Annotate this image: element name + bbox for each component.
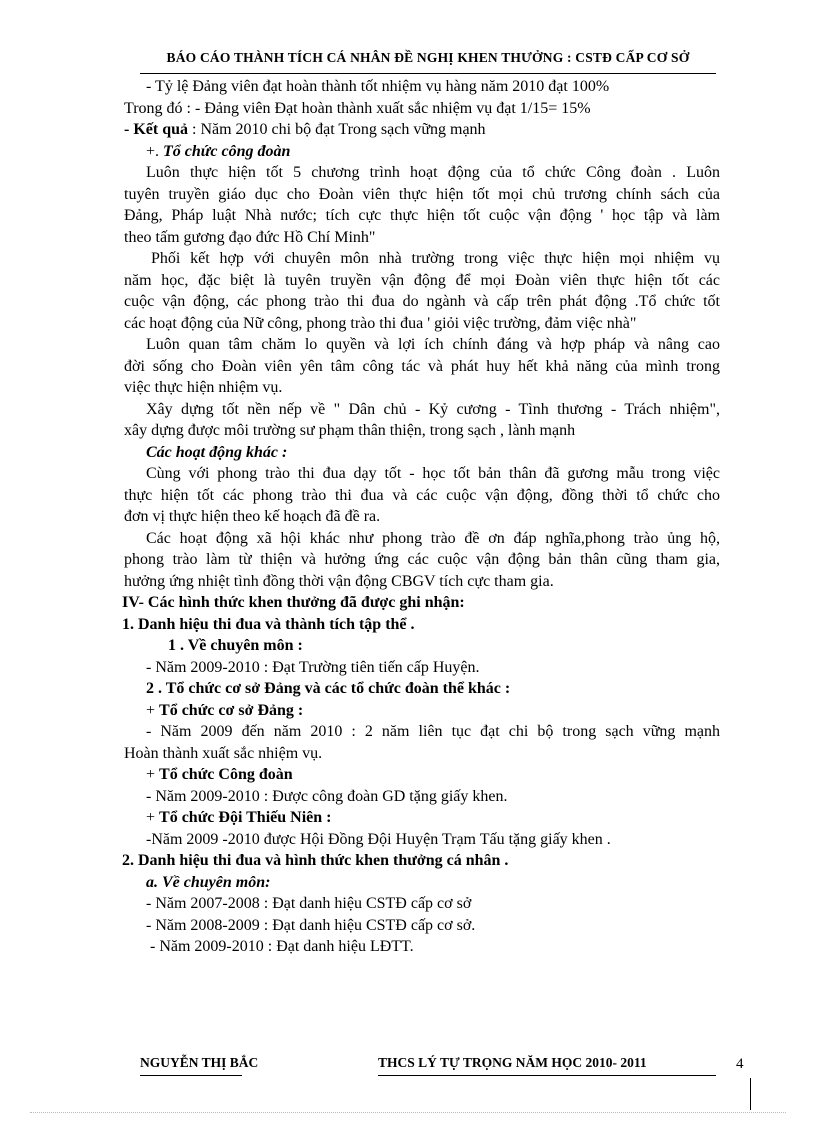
para1-line4: theo tấm gương đạo đức Hồ Chí Minh" (124, 228, 376, 246)
union-org-item: - Năm 2009-2010 : Được công đoàn GD tặng giấy khen. (146, 787, 508, 805)
section-1-2-heading: 2 . Tổ chức cơ sở Đảng và các tổ chức đoàn thể khác : (146, 680, 511, 697)
section-1-heading: 1. Danh hiệu thi đua và thành tích tập thể . (122, 615, 415, 633)
party-org-item-line2: Hoàn thành xuất sắc nhiệm vụ. (124, 744, 323, 762)
para1-line3: Đảng, Pháp luật Nhà nước; tích cực thực hiện tốt cuộc vận động ' học tập và làm (124, 207, 720, 224)
para3-line2: đời sống cho Đoàn viên yên tâm công tác và phát huy hết khả năng của mình trong (124, 357, 720, 375)
para1-line1: Luôn thực hiện tốt 5 chương trình hoạt động của tổ chức Công đoàn . Luôn (146, 164, 720, 181)
party-rate-line: - Tỷ lệ Đảng viên đạt hoàn thành tốt nhiệm vụ hàng năm 2010 đạt 100% (146, 78, 610, 95)
youth-org-heading (124, 807, 720, 829)
section-2a-item2: - Năm 2008-2009 : Đạt danh hiệu CSTĐ cấp cơ sở. (146, 916, 476, 934)
para2-line1: Phối kết hợp với chuyên môn nhà trường trong việc thực hiện mọi nhiệm vụ (151, 250, 720, 267)
union-heading-prefix: +. (146, 142, 164, 160)
youth-org-prefix: + (146, 809, 160, 826)
para5-line1: Cùng với phong trào thi đua dạy tốt - học tốt bản thân đã gương mẫu trong việc (146, 465, 720, 482)
footer-rule-left (140, 1075, 242, 1076)
para2-line4: các hoạt động của Nữ công, phong trào thi đua ' giỏi việc trường, đảm việc nhà" (124, 314, 637, 332)
para3-line1: Luôn quan tâm chăm lo quyền và lợi ích chính đáng và hợp pháp và nâng cao (146, 336, 720, 353)
result-label: - Kết quả (124, 121, 188, 138)
para4-line2: xây dựng được môi trường sư phạm thân thiện, trong sạch , lành mạnh (124, 422, 576, 439)
para2-line2: năm học, đặc biệt là tuyên truyền vận động để mọi Đoàn viên thực hiện tốt các (124, 271, 720, 289)
youth-org-heading-text: Tổ chức Đội Thiếu Niên : (159, 809, 332, 826)
header-rule (140, 73, 716, 74)
other-activities-heading: Các hoạt động khác : (146, 443, 288, 461)
party-org-heading-text: Tổ chức cơ sở Đảng : (159, 701, 304, 719)
section-2a-item1: - Năm 2007-2008 : Đạt danh hiệu CSTĐ cấp cơ sở (146, 895, 472, 912)
party-org-heading (124, 700, 720, 722)
section-iv-heading: IV- Các hình thức khen thưởng đã được ghi nhận: (122, 594, 465, 611)
section-1-1-item: - Năm 2009-2010 : Đạt Trường tiên tiến cấp Huyện. (146, 658, 480, 676)
party-excellent-line: Trong đó : - Đảng viên Đạt hoàn thành xuất sắc nhiệm vụ đạt 1/15= 15% (124, 99, 591, 117)
page-number-rule (750, 1078, 751, 1110)
para4-line1: Xây dựng tốt nền nếp về " Dân chủ - Kỷ cương - Tình thương - Trách nhiệm", (146, 400, 720, 418)
page-bottom-border (30, 1112, 786, 1113)
section-2a-item3: - Năm 2009-2010 : Đạt danh hiệu LĐTT. (150, 938, 414, 955)
result-text: : Năm 2010 chi bộ đạt Trong sạch vững mạnh (188, 121, 486, 138)
para5-line2: thực hiện tốt các phong trào thi đua và các cuộc vận động, đồng thời tổ chức cho (124, 486, 720, 504)
para2-line3: cuộc vận động, các phong trào thi đua do ngành và cấp trên phát động .Tổ chức tốt (124, 293, 720, 310)
page-number: 4 (736, 1056, 744, 1072)
section-1-1-heading: 1 . Về chuyên môn : (168, 637, 303, 654)
youth-org-item: -Năm 2009 -2010 được Hội Đồng Đội Huyện Trạm Tấu tặng giấy khen . (146, 830, 611, 848)
result-line (124, 119, 720, 141)
union-org-prefix: + (146, 766, 160, 783)
party-org-prefix: + (146, 701, 160, 719)
footer-rule-right (378, 1075, 716, 1076)
para1-line2: tuyên truyền giáo dục cho Đoàn viên thực hiện tốt mọi chủ trương chính sách của (124, 185, 720, 203)
section-2-heading: 2. Danh hiệu thi đua và hình thức khen thưởng cá nhân . (122, 852, 509, 869)
para6-line3: hưởng ứng nhiệt tình đồng thời vận động CBGV tích cực tham gia. (124, 572, 554, 590)
para3-line3: việc thực hiện nhiệm vụ. (124, 379, 283, 396)
union-org-heading (124, 764, 720, 786)
union-heading (124, 141, 720, 163)
para6-line2: phong trào làm từ thiện và hưởng ứng các cuộc vận động bản thân cũng tham gia, (124, 551, 720, 568)
footer-school-year: THCS LÝ TỰ TRỌNG NĂM HỌC 2010- 2011 (378, 1055, 647, 1070)
para5-line3: đơn vị thực hiện theo kế hoạch đã đề ra. (124, 508, 381, 525)
party-org-item-line1: - Năm 2009 đến năm 2010 : 2 năm liên tục đạt chi bộ trong sạch vững mạnh (146, 723, 720, 740)
union-heading-text: Tổ chức công đoàn (163, 142, 291, 160)
footer-author: NGUYỄN THỊ BẮC (140, 1055, 259, 1070)
union-org-heading-text: Tổ chức Công đoàn (159, 766, 293, 783)
document-body (124, 76, 720, 958)
page-header-title: BÁO CÁO THÀNH TÍCH CÁ NHÂN ĐỀ NGHỊ KHEN THƯỞNG : CSTĐ CẤP CƠ SỞ (166, 50, 690, 65)
para6-line1: Các hoạt động xã hội khác như phong trào đề ơn đáp nghĩa,phong trào ủng hộ, (146, 529, 720, 547)
section-2a-heading: a. Về chuyên môn: (146, 873, 271, 891)
